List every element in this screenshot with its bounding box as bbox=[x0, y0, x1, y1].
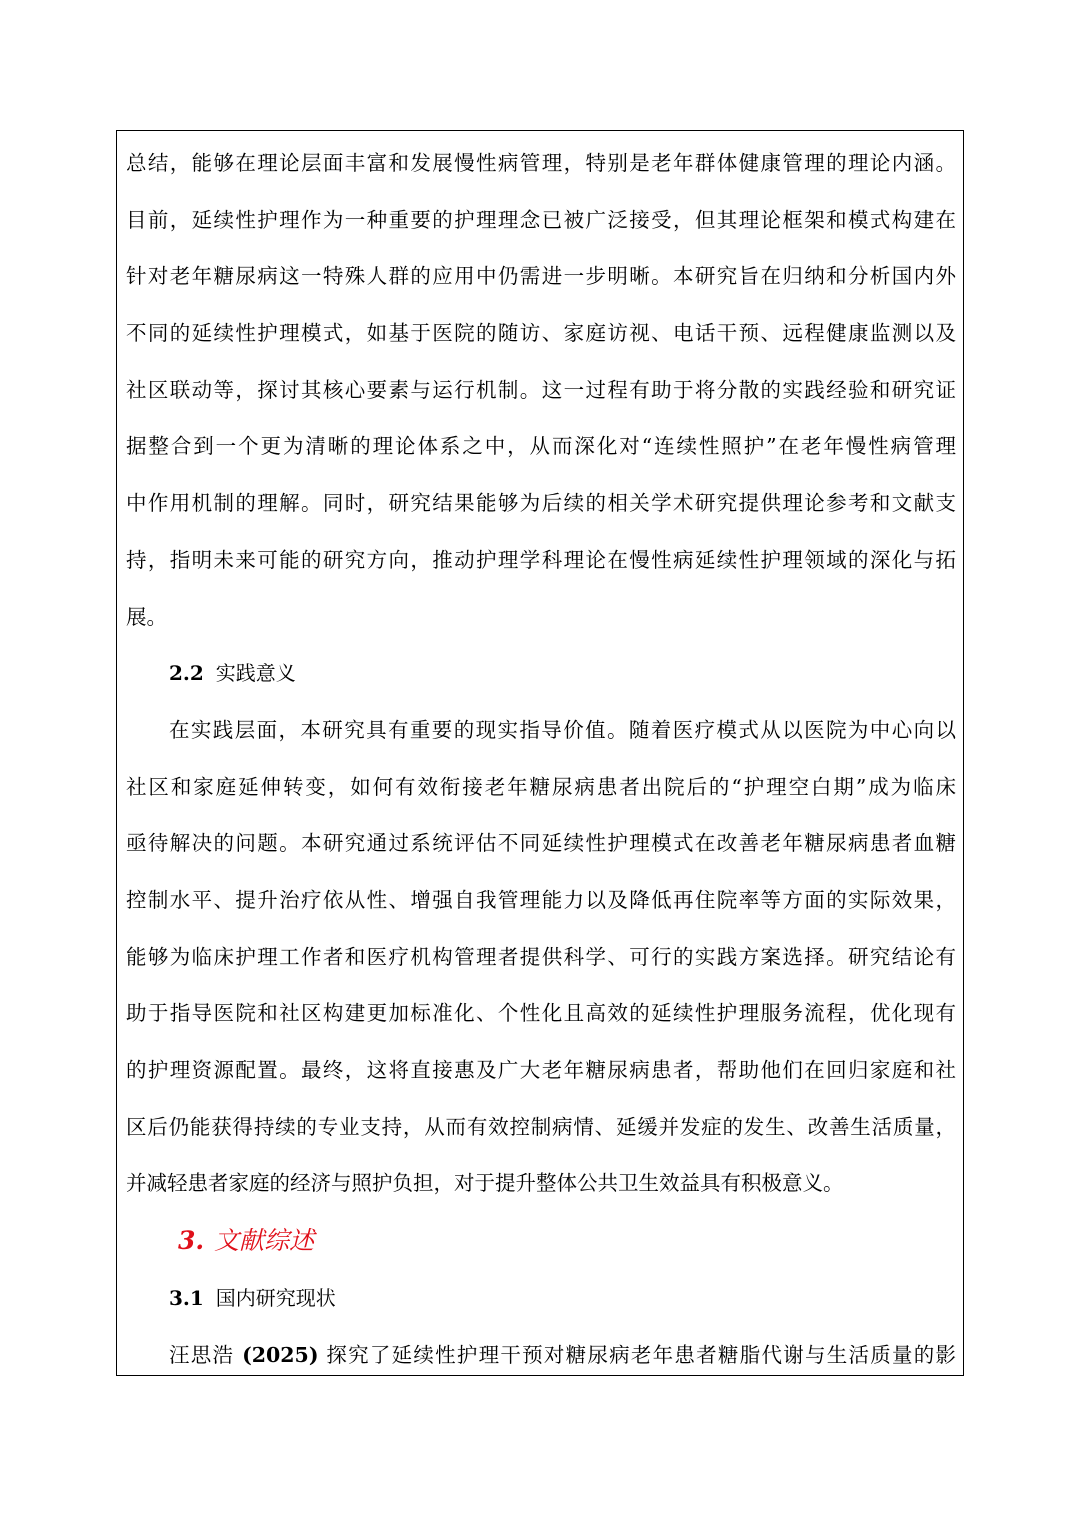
text-line: 社区和家庭延伸转变，如何有效衔接老年糖尿病患者出院后的“护理空白期”成为临床 bbox=[126, 774, 956, 799]
paragraph-theoretical-significance bbox=[126, 135, 956, 645]
text-line: 不同的延续性护理模式，如基于医院的随访、家庭访视、电话干预、远程健康监测以及 bbox=[126, 321, 956, 346]
text-line: 针对老年糖尿病这一特殊人群的应用中仍需进一步明晰。本研究旨在归纳和分析国内外 bbox=[126, 264, 956, 289]
text-line: 据整合到一个更为清晰的理论体系之中，从而深化对“连续性照护”在老年慢性病管理 bbox=[126, 434, 956, 459]
document-body bbox=[126, 135, 956, 1383]
section-heading-3 bbox=[126, 1212, 956, 1270]
text-line: 在实践层面，本研究具有重要的现实指导价值。随着医疗模式从以医院为中心向以 bbox=[169, 717, 956, 742]
text-line: 社区联动等，探讨其核心要素与运行机制。这一过程有助于将分散的实践经验和研究证 bbox=[126, 377, 956, 402]
text-line: 控制水平、提升治疗依从性、增强自我管理能力以及降低再住院率等方面的实际效果， bbox=[126, 887, 956, 912]
paragraph-practical-significance bbox=[126, 702, 956, 1212]
text-line: 助于指导医院和社区构建更加标准化、个性化且高效的延续性护理服务流程，优化现有 bbox=[126, 1001, 956, 1026]
text-line: 区后仍能获得持续的专业支持，从而有效控制病情、延缓并发症的发生、改善生活质量， bbox=[126, 1114, 956, 1139]
section-title: 文献综述 bbox=[214, 1226, 315, 1256]
section-number: 3. bbox=[178, 1226, 205, 1256]
text-line: 的护理资源配置。最终，这将直接惠及广大老年糖尿病患者，帮助他们在回归家庭和社 bbox=[126, 1058, 956, 1082]
text-line: 持，指明未来可能的研究方向，推动护理学科理论在慢性病延续性护理领域的深化与拓 bbox=[126, 547, 956, 572]
subsection-title: 实践意义 bbox=[215, 661, 296, 686]
subsection-number: 3.1 bbox=[169, 1286, 204, 1311]
text-line: 并减轻患者家庭的经济与照护负担，对于提升整体公共卫生效益具有积极意义。 bbox=[126, 1171, 844, 1196]
text-line: 亟待解决的问题。本研究通过系统评估不同延续性护理模式在改善老年糖尿病患者血糖 bbox=[126, 831, 956, 856]
subsection-title: 国内研究现状 bbox=[215, 1286, 336, 1311]
citation-author: 汪思浩 bbox=[169, 1342, 235, 1367]
text-line: 能够为临床护理工作者和医疗机构管理者提供科学、可行的实践方案选择。研究结论有 bbox=[126, 944, 956, 969]
citation-text: 探究了延续性护理干预对糖尿病老年患者糖脂代谢与生活质量的影 bbox=[326, 1342, 956, 1367]
subsection-heading-2-2 bbox=[126, 645, 956, 702]
text-line: 中作用机制的理解。同时，研究结果能够为后续的相关学术研究提供理论参考和文献支 bbox=[126, 491, 956, 516]
citation-year: (2025) bbox=[242, 1342, 319, 1367]
text-line: 目前，延续性护理作为一种重要的护理理念已被广泛接受，但其理论框架和模式构建在 bbox=[126, 207, 956, 232]
paragraph-literature-first-line bbox=[126, 1327, 956, 1384]
subsection-heading-3-1 bbox=[126, 1270, 956, 1327]
text-line: 总结，能够在理论层面丰富和发展慢性病管理，特别是老年群体健康管理的理论内涵。 bbox=[126, 151, 956, 175]
subsection-number: 2.2 bbox=[169, 661, 204, 686]
text-line: 展。 bbox=[126, 604, 167, 629]
